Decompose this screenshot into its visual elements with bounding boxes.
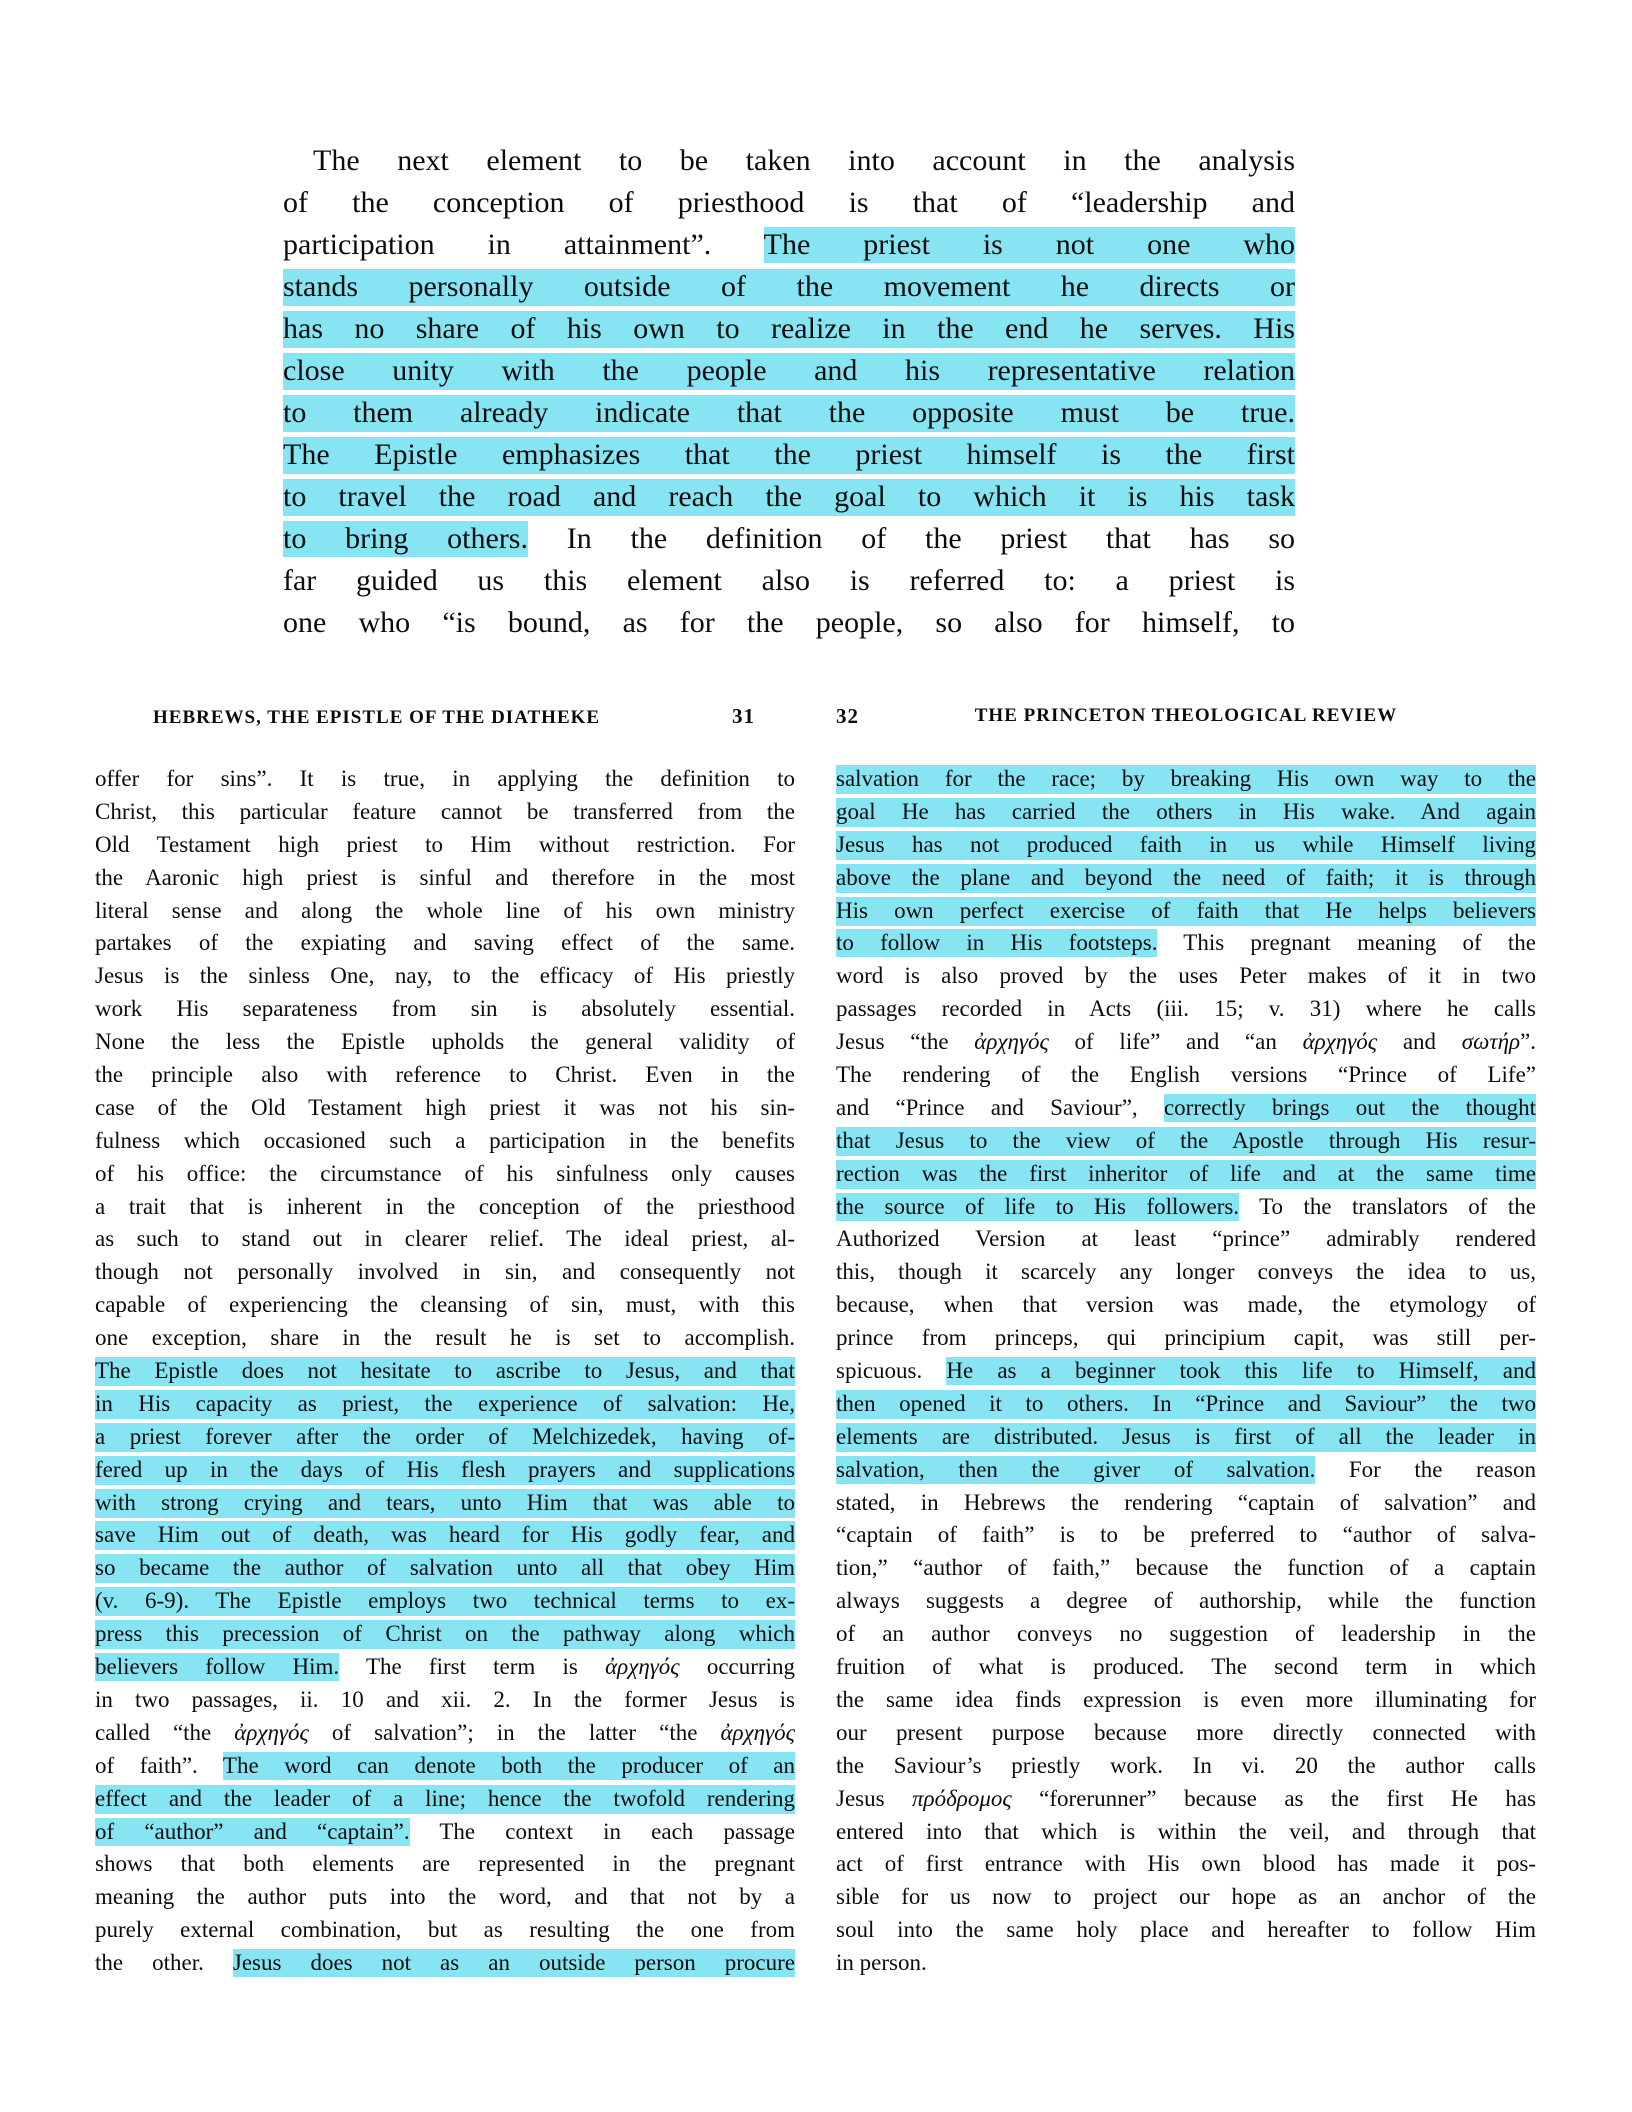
text-segment: Christ, this particular feature cannot be transferred from the [95,798,795,824]
text-line [95,993,795,1026]
text-line [95,1289,795,1322]
text-segment: in person. [836,1950,927,1976]
text-line [95,1519,795,1552]
text-segment: word is also proved by the uses Peter makes of it in two [836,963,1536,989]
text-segment: fulness which occasioned such a participation in the benefits [95,1127,795,1153]
text-segment: literal sense and along the whole line of his own ministry [95,897,795,923]
text-line [95,1684,795,1717]
text-segment: sible for us now to project our hope as an anchor of the [836,1884,1536,1910]
text-segment: act of first entrance with His own blood has made it pos- [836,1851,1536,1877]
highlighted-text: The Epistle does not hesitate to ascribe to Jesus, and that [95,1358,795,1384]
text-segment: Jesus is the sinless One, nay, to the efficacy of His priestly [95,963,795,989]
text-segment: “forerunner” because as the first He has [1011,1785,1536,1811]
highlighted-text: Jesus has not produced faith in us while Himself living [836,831,1536,857]
text-line [95,1487,795,1520]
text-segment: of life” and “an [1048,1029,1303,1055]
text-line [836,1125,1536,1158]
page-number: 31 [732,704,755,728]
text-line [95,1618,795,1651]
highlighted-text: to them already indicate that the opposite must be true. [283,396,1295,429]
highlighted-text: close unity with the people and his representative relation [283,354,1295,387]
text-segment: This pregnant meaning of the [1157,930,1536,956]
highlighted-text: salvation, then the giver of salvation. [836,1456,1316,1482]
running-header-right [836,700,1536,732]
text-line [283,266,1295,308]
text-segment: case of the Old Testament high priest it was not his sin- [95,1094,795,1120]
highlighted-text: with strong crying and tears, unto Him that was able to [95,1489,795,1515]
text-segment: Jesus “the [836,1029,975,1055]
text-segment: our present purpose because more directly connected with [836,1719,1536,1745]
text-segment: meaning the author puts into the word, and that not by a [95,1884,795,1910]
highlighted-text: to bring others. [283,522,528,555]
text-segment: entered into that which is within the veil, and through that [836,1818,1536,1844]
text-line [836,1651,1536,1684]
highlighted-text: above the plane and beyond the need of faith; it is through [836,864,1536,890]
text-segment: the same idea finds expression is even more illuminating for [836,1686,1536,1712]
text-segment: purely external combination, but as resulting the one from [95,1917,795,1943]
highlighted-text: so became the author of salvation unto all that obey Him [95,1555,795,1581]
text-segment: of an author conveys no suggestion of leadership in the [836,1621,1536,1647]
text-segment: one who “is bound, as for the people, so also for himself, to [283,606,1295,639]
text-segment: Jesus [836,1785,913,1811]
text-line [836,993,1536,1026]
text-segment: far guided us this element also is referred to: a priest is [283,564,1295,597]
text-segment: spicuous. [836,1358,947,1384]
text-segment: and “Prince and Saviour”, [836,1094,1164,1120]
highlighted-text: His own perfect exercise of faith that He helps believers [836,897,1536,923]
text-line [836,1947,1536,1980]
text-segment: always suggests a degree of authorship, while the function [836,1588,1536,1614]
text-line [95,862,795,895]
text-segment: and [1377,1029,1462,1055]
text-segment: prince from princeps, qui principium capit, was still per- [836,1325,1536,1351]
highlighted-text: The priest is not one who [763,228,1295,261]
text-segment: To the translators of the [1239,1193,1536,1219]
text-segment: Authorized Version at least “prince” admirably rendered [836,1226,1536,1252]
text-line [836,862,1536,895]
left-column-text [95,763,795,1980]
text-line [836,1355,1536,1388]
text-line [95,1881,795,1914]
text-line [95,1125,795,1158]
text-line [836,1717,1536,1750]
text-segment: this, though it scarcely any longer conveys the idea to us, [836,1259,1536,1285]
text-segment: the principle also with reference to Christ. Even in the [95,1062,795,1088]
text-segment: occurring [679,1654,795,1680]
text-line [95,1585,795,1618]
text-line [836,1816,1536,1849]
text-line [95,1783,795,1816]
text-line [95,1947,795,1980]
text-line [836,1059,1536,1092]
text-line [836,1388,1536,1421]
highlighted-text: elements are distributed. Jesus is first of all the leader in [836,1423,1536,1449]
highlighted-text: fered up in the days of His flesh prayers and supplications [95,1456,795,1482]
text-segment: The context in each passage [409,1818,795,1844]
text-segment: passages recorded in Acts (iii. 15; v. 31) where he calls [836,996,1536,1022]
text-segment: capable of experiencing the cleansing of sin, must, with this [95,1292,795,1318]
text-segment: stated, in Hebrews the rendering “captain of salvation” and [836,1489,1536,1515]
text-line [283,224,1295,266]
text-line [95,763,795,796]
text-segment: The rendering of the English versions “Prince of Life” [836,1062,1536,1088]
text-line [836,927,1536,960]
text-line [836,1092,1536,1125]
text-line [836,1191,1536,1224]
intro-paragraph [283,140,1295,644]
text-line [283,392,1295,434]
greek-term: ἀρχηγός [974,1029,1049,1055]
text-segment: For the reason [1315,1456,1536,1482]
text-line [95,1848,795,1881]
text-line [283,182,1295,224]
text-segment: because, when that version was made, the etymology of [836,1292,1536,1318]
text-line [95,829,795,862]
text-line [95,895,795,928]
text-segment: “captain of faith” is to be preferred to “author of salva- [836,1522,1536,1548]
text-line [836,1421,1536,1454]
text-segment: of the conception of priesthood is that of “leadership and [283,186,1295,219]
text-line [95,1223,795,1256]
text-segment: fruition of what is produced. The second term in which [836,1654,1536,1680]
text-line [95,1388,795,1421]
text-line [836,895,1536,928]
text-line [836,829,1536,862]
highlighted-text: to follow in His footsteps. [836,930,1158,956]
text-line [95,1355,795,1388]
text-line [836,1914,1536,1947]
text-line [836,1322,1536,1355]
text-line [836,1289,1536,1322]
text-line [283,476,1295,518]
text-line [95,960,795,993]
text-line [283,140,1295,182]
greek-term: σωτήρ [1461,1029,1521,1055]
text-segment: work His separateness from sin is absolutely essential. [95,996,795,1022]
text-segment: as such to stand out in clearer relief. The ideal priest, al- [95,1226,795,1252]
text-line [836,1552,1536,1585]
text-line [283,518,1295,560]
greek-term: πρόδρομος [912,1785,1012,1811]
text-line [836,1454,1536,1487]
text-line [836,1256,1536,1289]
text-line [95,1059,795,1092]
text-line [283,308,1295,350]
text-line [95,1552,795,1585]
highlighted-text: press this precession of Christ on the pathway along which [95,1621,795,1647]
highlighted-text: save Him out of death, was heard for His godly fear, and [95,1522,795,1548]
page-number: 32 [836,704,859,728]
greek-term: ἀρχηγός [234,1719,309,1745]
running-header-left [95,700,795,732]
highlighted-text: in His capacity as priest, the experience of salvation: He, [95,1390,795,1416]
text-segment: one exception, share in the result he is set to accomplish. [95,1325,795,1351]
text-line [283,602,1295,644]
text-line [836,1487,1536,1520]
highlighted-text: effect and the leader of a line; hence the twofold rendering [95,1785,795,1811]
text-segment: shows that both elements are represented in the pregnant [95,1851,795,1877]
highlighted-text: He as a beginner took this life to Himself, and [946,1358,1536,1384]
highlighted-text: The Epistle emphasizes that the priest himself is the first [283,438,1295,471]
text-line [836,1223,1536,1256]
text-segment: tion,” “author of faith,” because the function of a captain [836,1555,1536,1581]
text-line [95,927,795,960]
text-line [836,1750,1536,1783]
text-line [836,1783,1536,1816]
highlighted-text: Jesus does not as an outside person procure [232,1950,795,1976]
text-segment: of his office: the circumstance of his sinfulness only causes [95,1160,795,1186]
highlighted-text: a priest forever after the order of Melchizedek, having of- [95,1423,795,1449]
text-segment: the other. [95,1950,233,1976]
header-title: THE PRINCETON THEOLOGICAL REVIEW [974,705,1398,726]
text-line [836,1684,1536,1717]
text-line [836,796,1536,829]
text-line [283,560,1295,602]
highlighted-text: to travel the road and reach the goal to which it is his task [283,480,1295,513]
highlighted-text: then opened it to others. In “Prince and Saviour” the two [836,1390,1536,1416]
text-segment: the Aaronic high priest is sinful and therefore in the most [95,864,795,890]
text-line [836,1848,1536,1881]
text-line [836,1585,1536,1618]
highlighted-text: salvation for the race; by breaking His own way to the [836,766,1536,791]
right-column-text [836,763,1536,1980]
text-line [836,763,1536,796]
text-line [836,1618,1536,1651]
text-line [836,1158,1536,1191]
highlighted-text: (v. 6-9). The Epistle employs two technical terms to ex- [95,1588,795,1614]
text-line [283,434,1295,476]
text-line [836,960,1536,993]
text-segment: Old Testament high priest to Him without restriction. For [95,831,795,857]
text-line [95,1651,795,1684]
text-segment: of salvation”; in the latter “the [308,1719,721,1745]
greek-term: ἀρχηγός [1302,1029,1378,1055]
text-segment: offer for sins”. It is true, in applying the definition to [95,766,795,791]
text-segment: ”. [1520,1029,1536,1055]
highlighted-text: that Jesus to the view of the Apostle through His resur- [836,1127,1536,1153]
text-segment: None the less the Epistle upholds the general validity of [95,1029,795,1055]
text-segment: participation in attainment”. [283,228,764,261]
text-line [95,1158,795,1191]
highlighted-text: correctly brings out the thought [1163,1094,1536,1120]
greek-term: ἀρχηγός [720,1719,795,1745]
text-segment: partakes of the expiating and saving effect of the same. [95,930,795,956]
text-line [95,1092,795,1125]
text-segment: soul into the same holy place and hereafter to follow Him [836,1917,1536,1943]
text-line [836,1519,1536,1552]
text-line [95,1026,795,1059]
text-segment: The first term is [339,1654,606,1680]
highlighted-text: stands personally outside of the movement he directs or [283,270,1295,303]
text-line [95,1717,795,1750]
greek-term: ἀρχηγός [605,1654,680,1680]
highlighted-text: believers follow Him. [95,1654,340,1680]
text-line [836,1881,1536,1914]
text-line [95,1454,795,1487]
text-segment: of faith”. [95,1752,223,1778]
text-line [95,1816,795,1849]
text-line [95,1914,795,1947]
text-line [95,1256,795,1289]
text-segment: in two passages, ii. 10 and xii. 2. In the former Jesus is [95,1686,795,1712]
text-line [95,1421,795,1454]
text-line [283,350,1295,392]
text-line [95,1750,795,1783]
text-line [95,796,795,829]
text-line [95,1191,795,1224]
header-title: HEBREWS, THE EPISTLE OF THE DIATHEKE [153,707,601,728]
highlighted-text: rection was the first inheritor of life and at the same time [836,1160,1536,1186]
text-segment: In the definition of the priest that has so [527,522,1295,555]
text-line [95,1322,795,1355]
text-segment: a trait that is inherent in the conception of the priesthood [95,1193,795,1219]
text-segment: called “the [95,1719,235,1745]
highlighted-text: the source of life to His followers. [836,1193,1240,1219]
text-segment: though not personally involved in sin, and consequently not [95,1259,795,1285]
highlighted-text: of “author” and “captain”. [95,1818,410,1844]
text-segment: The next element to be taken into account in the analysis [313,144,1295,177]
highlighted-text: has no share of his own to realize in the end he serves. His [283,312,1295,345]
highlighted-text: The word can denote both the producer of an [222,1752,795,1778]
text-line [836,1026,1536,1059]
highlighted-text: goal He has carried the others in His wake. And again [836,798,1536,824]
text-segment: the Saviour’s priestly work. In vi. 20 the author calls [836,1752,1536,1778]
